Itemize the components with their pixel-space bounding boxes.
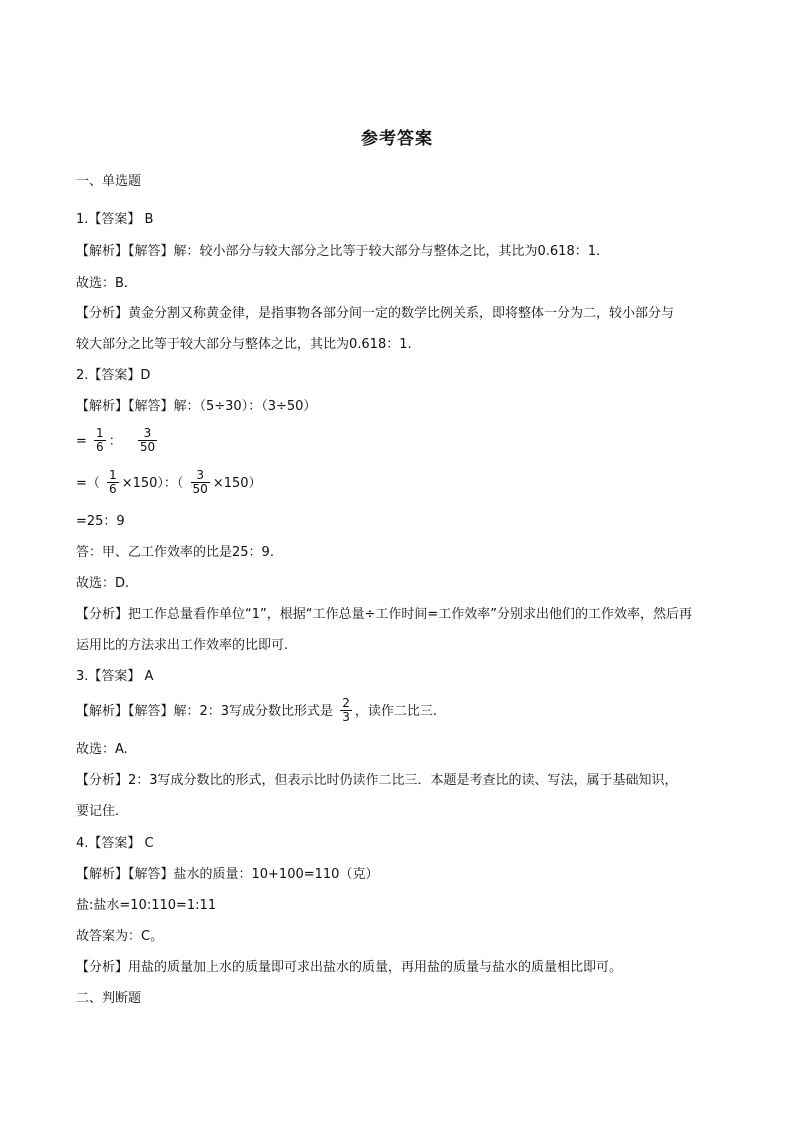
q2-choice: 故选：D.	[76, 576, 130, 591]
q2-step2	[76, 470, 726, 498]
q2-step2-mul-b: ×150）	[212, 476, 262, 491]
q2-step1	[76, 428, 726, 456]
q2-note-line2: 运用比的方法求出工作效率的比即可.	[76, 638, 289, 653]
q2-step1-separator: ：	[108, 434, 122, 449]
q3-analysis-prefix: 【解析】【解答】解：2：3写成分数比形式是	[76, 704, 334, 719]
q1-note-line1: 【分析】黄金分割又称黄金律，是指事物各部分间一定的数学比例关系，即将整体一分为二，较小部分与	[76, 306, 675, 321]
q3-fraction	[340, 697, 352, 724]
q3-fraction-denominator: 3	[342, 710, 350, 724]
q3-analysis	[76, 698, 726, 726]
q2-note-line1: 【分析】把工作总量看作单位“1”，根据“工作总量÷工作时间=工作效率”分别求出他们的工作效率，然后再	[76, 607, 692, 622]
q1-analysis: 【解析】【解答】解：较小部分与较大部分之比等于较大部分与整体之比，其比为0.618：1.	[76, 244, 601, 259]
q1-choice: 故选：B.	[76, 276, 129, 291]
q2-reply: 答：甲、乙工作效率的比是25：9.	[76, 545, 274, 560]
q2-step3: =25：9	[76, 514, 125, 529]
q3-note-line1: 【分析】2：3写成分数比的形式，但表示比时仍读作二比三．本题是考查比的读、写法，属于基础知识，	[76, 773, 678, 788]
q2-step2-open: =（	[76, 476, 100, 491]
q2-step2-fraction-a-numerator: 1	[109, 468, 117, 482]
page-title: 参考答案	[361, 129, 433, 149]
q3-answer: 3.【答案】 A	[76, 669, 154, 684]
q3-choice: 故选：A.	[76, 742, 128, 757]
q1-answer: 1.【答案】 B	[76, 212, 154, 227]
q3-note-line2: 要记住.	[76, 804, 120, 819]
q2-step2-fraction-b-denominator: 50	[192, 482, 208, 496]
q2-step1-prefix: =	[76, 434, 87, 449]
q2-fraction-b	[138, 427, 157, 454]
q2-step2-mul-a: ×150）：（	[121, 476, 184, 491]
q3-fraction-numerator: 2	[342, 696, 350, 710]
section-heading-judgment: 二、判断题	[76, 991, 142, 1006]
q2-step2-fraction-a	[107, 469, 119, 496]
q4-analysis: 【解析】【解答】盐水的质量：10+100=110（克）	[76, 867, 379, 882]
q4-note: 【分析】用盐的质量加上水的质量即可求出盐水的质量，再用盐的质量与盐水的质量相比即可。	[76, 960, 623, 975]
q2-fraction-a	[94, 427, 106, 454]
q2-fraction-b-denominator: 50	[139, 440, 156, 454]
q2-step2-fraction-a-denominator: 6	[109, 482, 117, 496]
q4-result: 故答案为：C。	[76, 929, 164, 944]
q2-step2-fraction-b-numerator: 3	[196, 468, 204, 482]
q1-note-line2: 较大部分之比等于较大部分与整体之比，其比为0.618：1.	[76, 337, 412, 352]
q4-ratio: 盐:盐水=10:110=1:11	[76, 898, 217, 913]
q2-fraction-b-numerator: 3	[143, 426, 152, 440]
q2-analysis: 【解析】【解答】解：（5÷30）：（3÷50）	[76, 399, 317, 414]
q2-step2-fraction-b	[191, 469, 210, 496]
q2-fraction-a-denominator: 6	[96, 440, 104, 454]
q4-answer: 4.【答案】 C	[76, 836, 154, 851]
q2-answer: 2.【答案】D	[76, 368, 151, 383]
q2-fraction-a-numerator: 1	[96, 426, 104, 440]
q3-analysis-suffix: ，读作二比三.	[354, 704, 437, 719]
section-heading-single-choice: 一、单选题	[76, 174, 142, 189]
